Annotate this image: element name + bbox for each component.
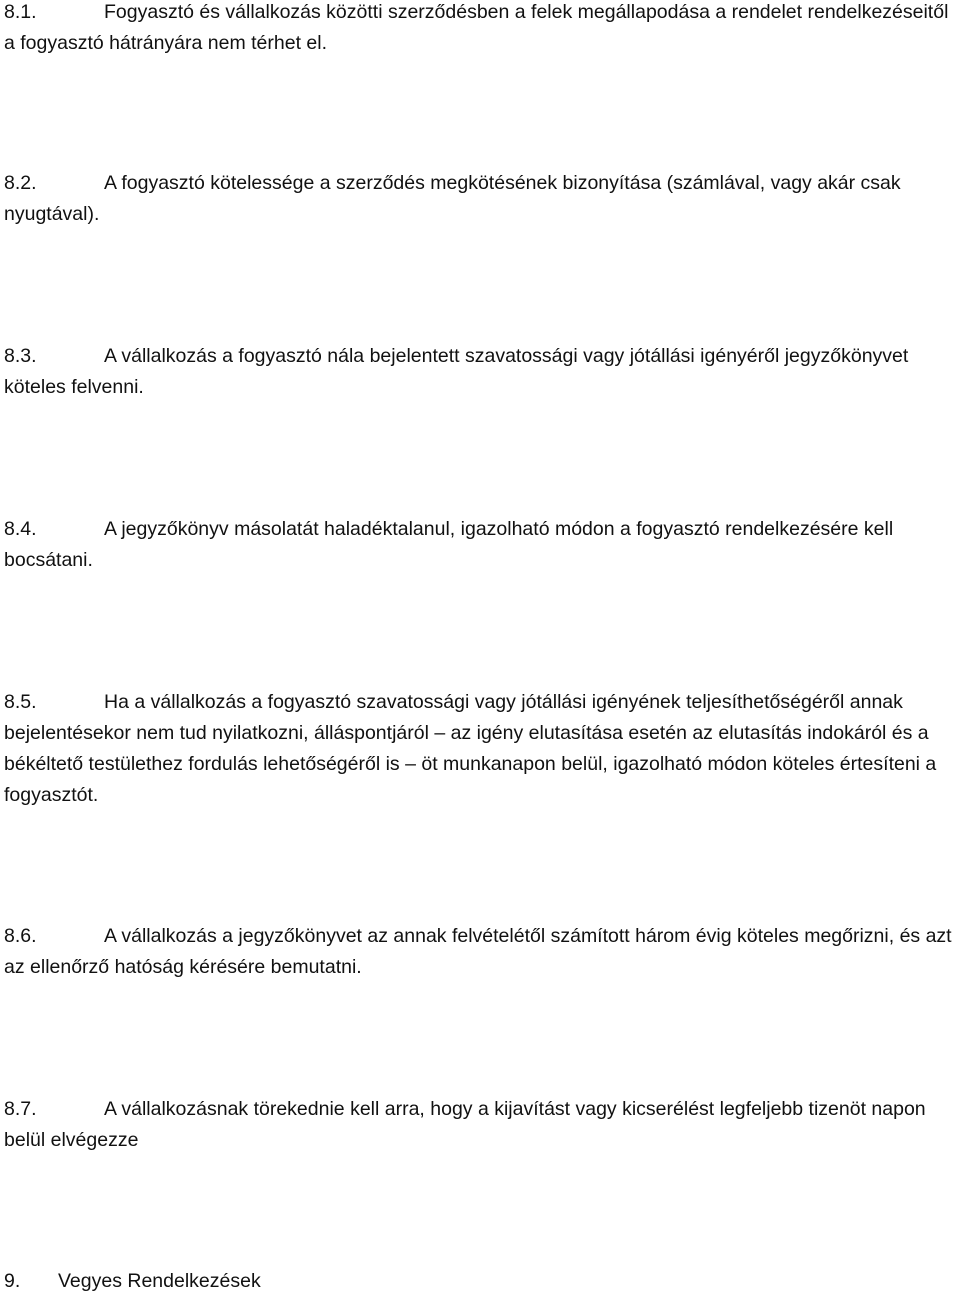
section-number: 8.4.: [4, 518, 37, 540]
section-text: A vállalkozás a fogyasztó nála bejelentett szavatossági vagy jótállási igényéről jegyzőkönyvet köteles felvenni.: [4, 345, 909, 398]
section-text: A jegyzőkönyv másolatát haladéktalanul, igazolható módon a fogyasztó rendelkezésére kell bocsátani.: [4, 518, 894, 571]
section-8-3: [4, 341, 960, 403]
section-number: 8.6.: [4, 925, 37, 947]
section-number: 8.3.: [4, 345, 37, 367]
section-8-5: [4, 687, 960, 811]
section-number: 8.1.: [4, 1, 37, 23]
section-8-2: [4, 168, 960, 230]
section-number: 8.2.: [4, 172, 37, 194]
section-text: A fogyasztó kötelessége a szerződés megkötésének bizonyítása (számlával, vagy akár csak nyugtával).: [4, 172, 901, 225]
section-number: 8.7.: [4, 1098, 37, 1120]
heading-text: Vegyes Rendelkezések: [58, 1270, 261, 1292]
section-text: A vállalkozásnak törekednie kell arra, hogy a kijavítást vagy kicserélést legfeljebb tizenöt napon belül elvégezze: [4, 1098, 926, 1151]
section-text: Fogyasztó és vállalkozás közötti szerződésben a felek megállapodása a rendelet rendelkezéseitől a fogyasztó hátrányára nem térhet el.: [4, 1, 949, 54]
section-text: Ha a vállalkozás a fogyasztó szavatossági vagy jótállási igényének teljesíthetőségéről annak bejelentésekor nem tud nyilatkozni, álláspontjáról – az igény elutasítása esetén az elutasítás indokáról és a békéltető testülethez fordulás lehetőségéről is – öt munkanapon belül, igazolható módon köteles értesíteni a fogyasztót.: [4, 691, 937, 806]
section-heading-9: [4, 1266, 960, 1297]
section-number: 8.5.: [4, 691, 37, 713]
section-8-6: [4, 921, 960, 983]
section-text: A vállalkozás a jegyzőkönyvet az annak felvételétől számított három évig köteles megőrizni, és azt az ellenőrző hatóság kérésére bemutatni.: [4, 925, 952, 978]
heading-number: 9.: [4, 1270, 21, 1292]
section-8-7: [4, 1094, 960, 1156]
section-8-1: [4, 0, 960, 59]
section-8-4: [4, 514, 960, 576]
